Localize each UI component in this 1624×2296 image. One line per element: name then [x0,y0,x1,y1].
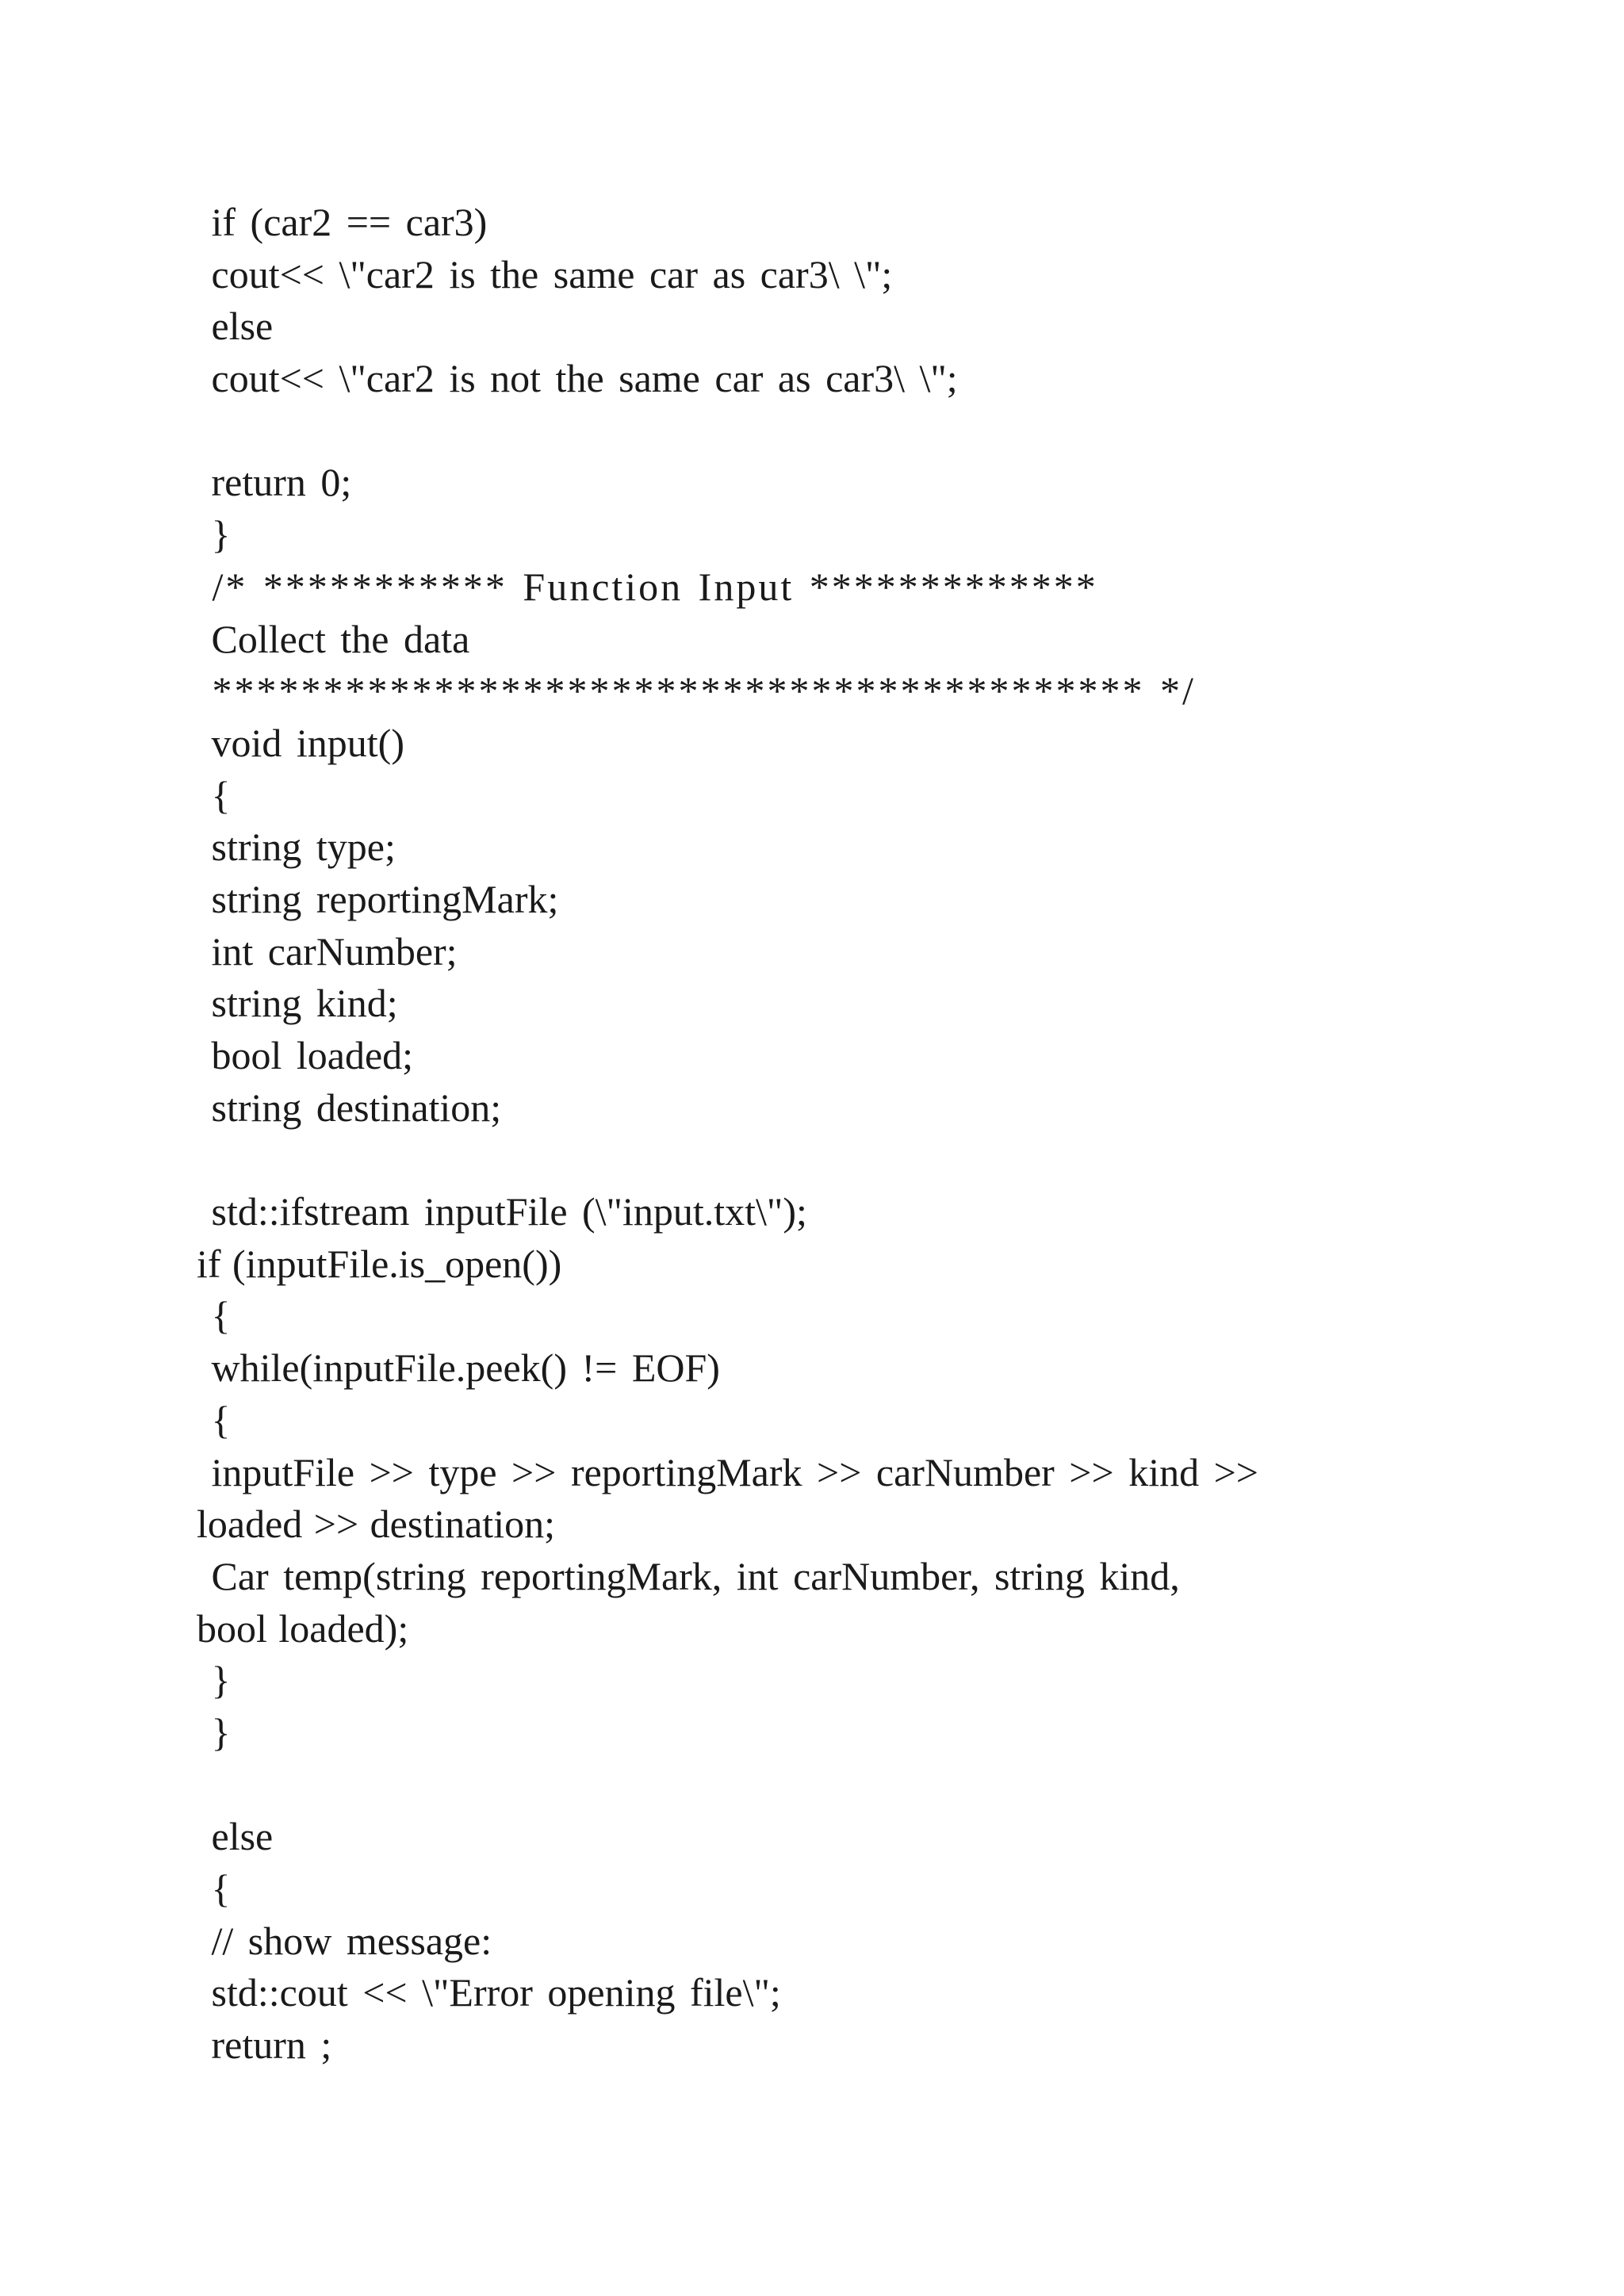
code-line: else [197,304,274,349]
code-line: { [197,1293,231,1338]
code-line: { [197,1397,231,1442]
code-line: int carNumber; [197,928,458,974]
code-line: void input() [197,720,404,765]
code-line: bool loaded; [197,1033,414,1077]
code-line: cout<< \"car2 is not the same car as car3\ \"; [197,356,958,401]
code-line: } [197,1658,231,1703]
code-line: string destination; [197,1085,502,1130]
blank-line [197,405,1465,457]
code-line: while(inputFile.peek() != EOF) [197,1345,720,1391]
code-line: // show message: [197,1918,492,1963]
code-listing [197,197,1465,2072]
code-line: string type; [197,825,396,870]
code-line: } [197,1709,231,1755]
code-line: string reportingMark; [197,876,559,921]
code-line: { [197,772,231,817]
code-line: std::cout << \"Error opening file\"; [197,1970,781,2015]
comment-line: ****************************************** */ [197,668,1196,714]
code-line: else [197,1814,274,1859]
code-line: loaded >> destination; [197,1502,555,1547]
code-line: inputFile >> type >> reportingMark >> carNumber >> kind >> [197,1449,1258,1494]
comment-line: /* *********** Function Input ************* [197,564,1098,609]
blank-line [197,1759,1465,1812]
code-line: return 0; [197,460,352,505]
code-line: if (car2 == car3) [197,200,488,244]
code-line: bool loaded); [197,1605,409,1651]
code-line: string kind; [197,981,398,1026]
code-line: { [197,1866,231,1911]
code-line: } [197,512,231,557]
blank-line [197,1134,1465,1186]
code-line: Car temp(string reportingMark, int carNumber, string kind, [197,1553,1180,1598]
comment-line: Collect the data [197,616,470,661]
code-line: return ; [197,2022,332,2068]
code-line: if (inputFile.is_open()) [197,1241,562,1286]
code-line: cout<< \"car2 is the same car as car3\ \"; [197,251,893,297]
code-line: std::ifstream inputFile (\"input.txt\"); [197,1189,807,1234]
